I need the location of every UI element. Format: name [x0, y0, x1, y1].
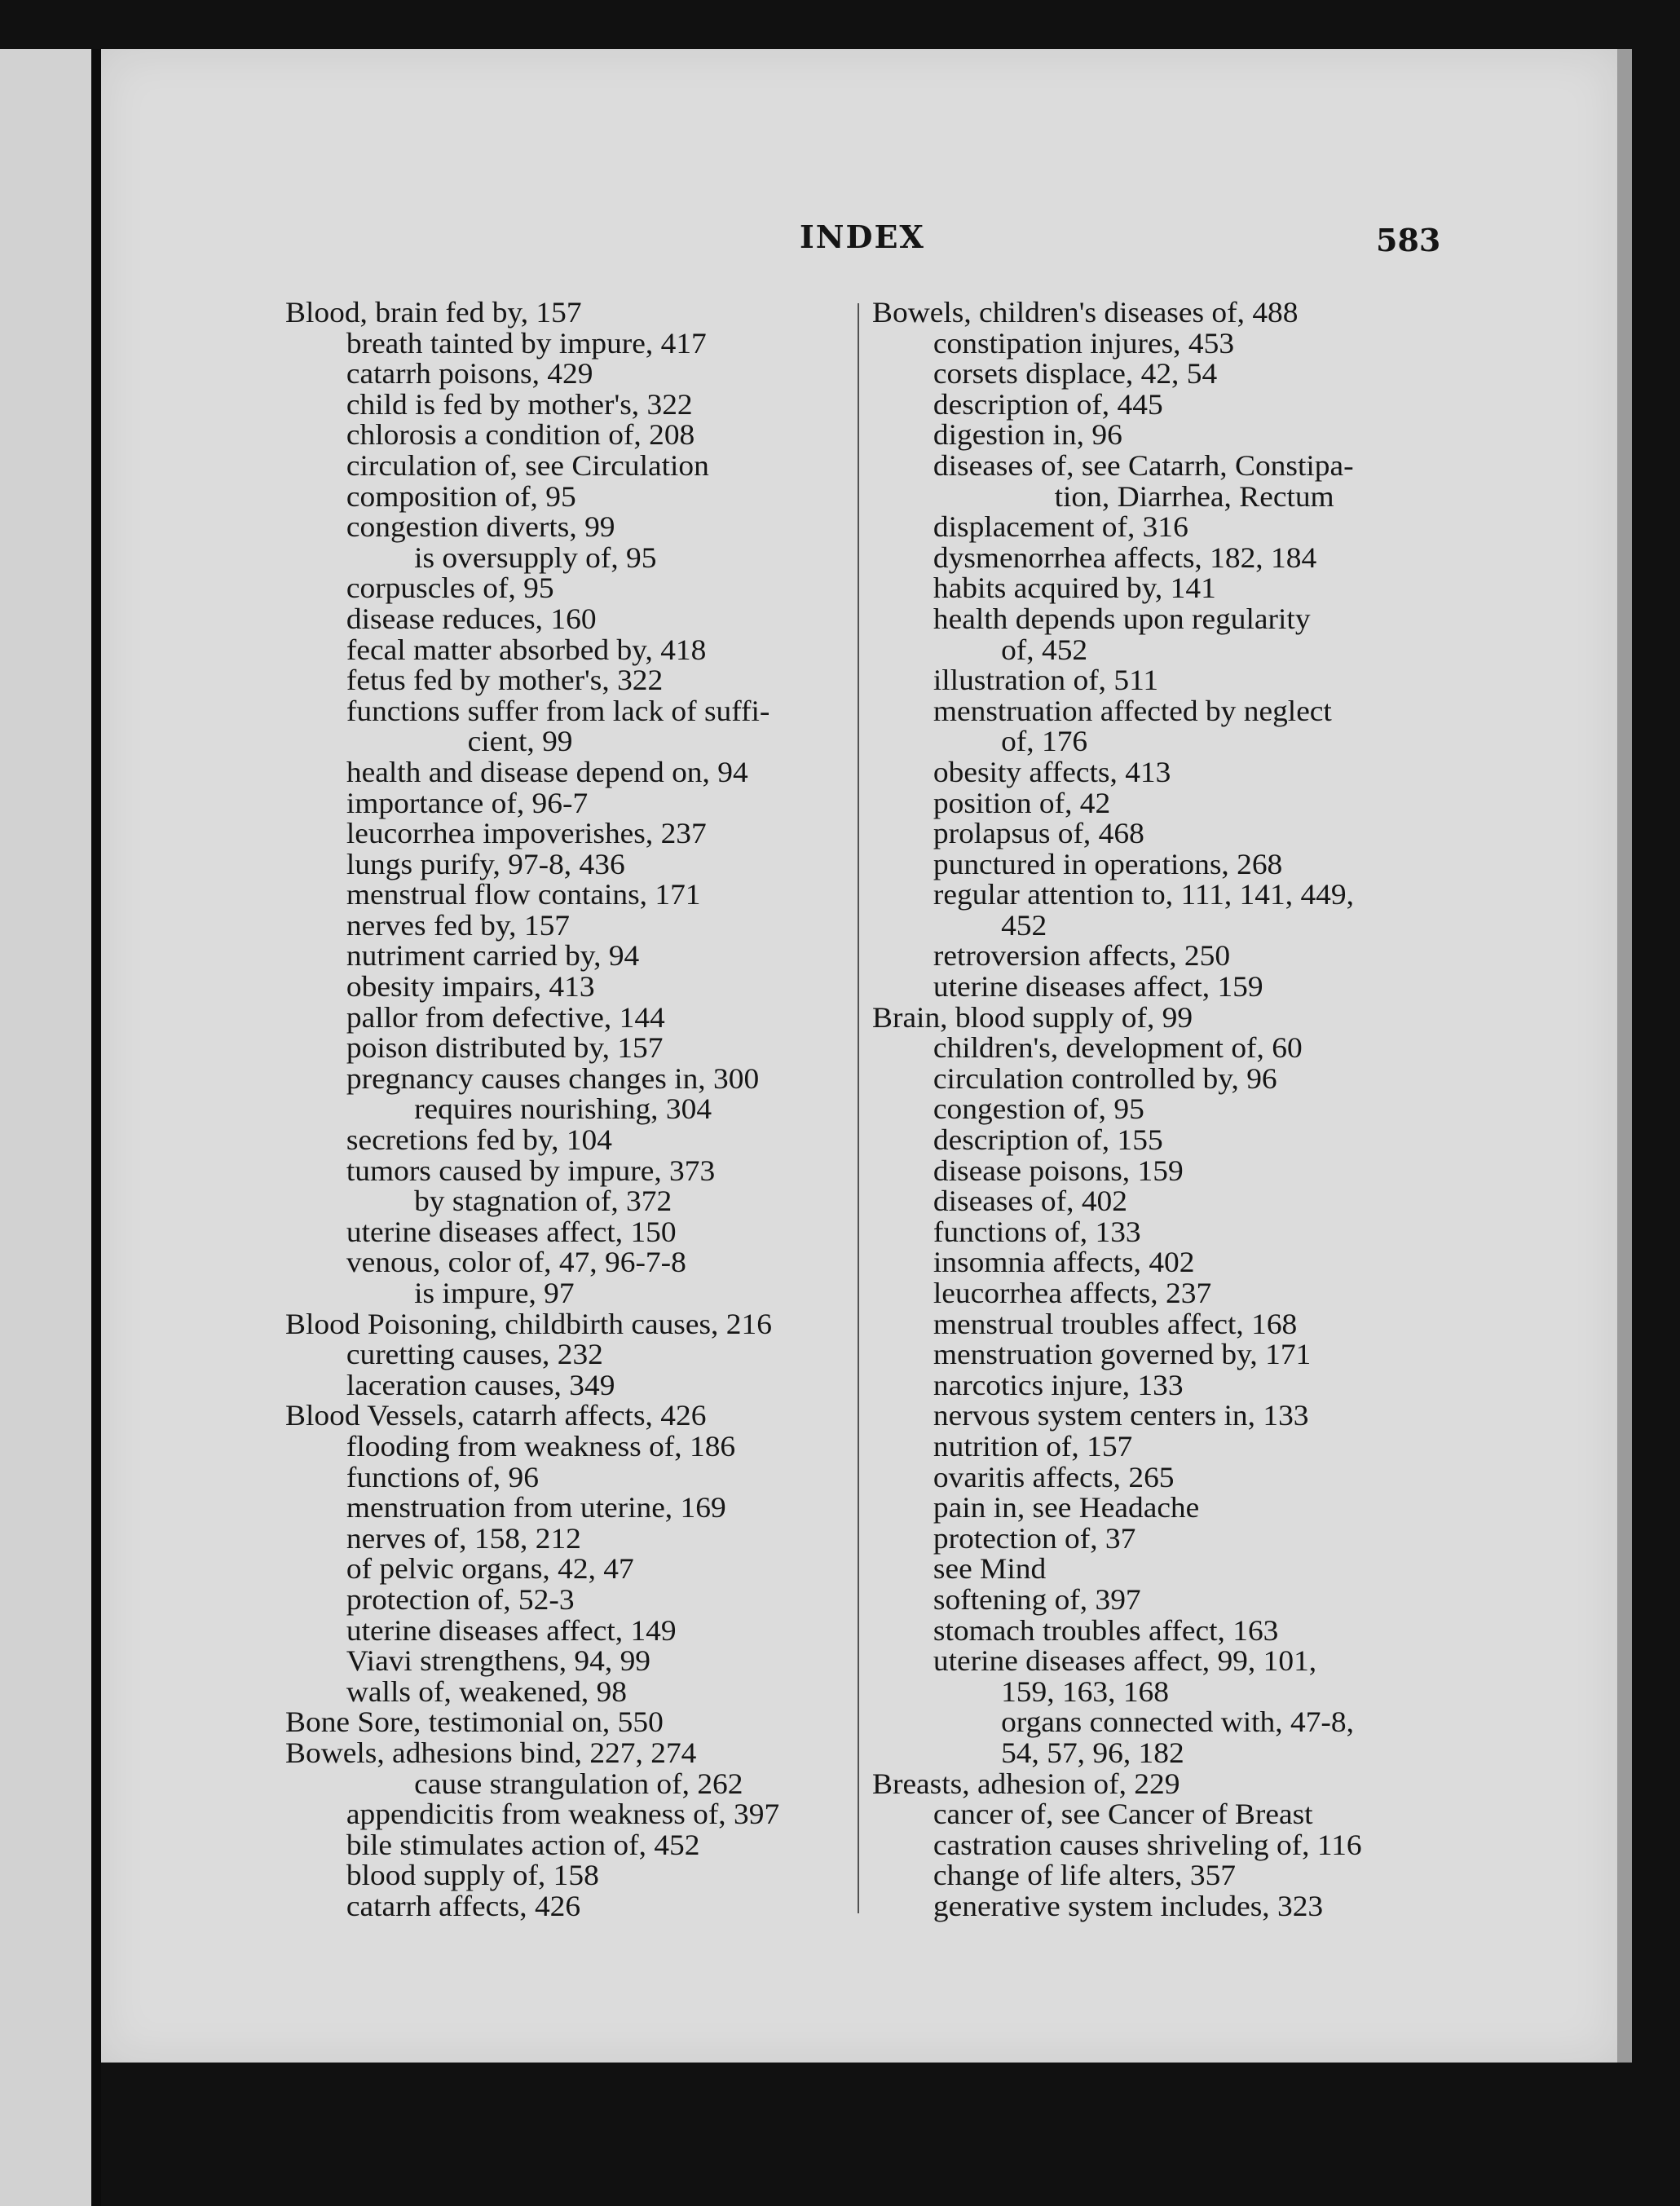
index-sub-entry: uterine diseases affect, 159 — [933, 970, 1263, 1004]
index-sub-entry: cause strangulation of, 262 — [414, 1767, 743, 1800]
index-sub-entry: is oversupply of, 95 — [414, 540, 657, 574]
index-sub-entry: functions of, 96 — [346, 1460, 539, 1493]
index-sub-entry: tumors caused by impure, 373 — [346, 1154, 716, 1187]
index-main-entry: Bowels, children's diseases of, 488 — [872, 296, 1299, 329]
index-sub-entry: functions suffer from lack of suffi- — [346, 694, 770, 727]
index-sub-entry: walls of, weakened, 98 — [346, 1674, 628, 1708]
index-sub-entry: lungs purify, 97-8, 436 — [346, 847, 625, 880]
index-sub-entry: importance of, 96-7 — [346, 786, 589, 819]
index-sub-entry: insomnia affects, 402 — [933, 1246, 1195, 1279]
index-sub-entry: change of life alters, 357 — [933, 1859, 1237, 1892]
index-sub-entry: position of, 42 — [933, 786, 1111, 819]
index-sub-entry: fetus fed by mother's, 322 — [346, 664, 664, 697]
index-sub-entry: curetting causes, 232 — [346, 1338, 603, 1371]
index-sub-entry: 452 — [1001, 908, 1047, 942]
index-sub-entry: narcotics injure, 133 — [933, 1368, 1184, 1401]
index-column-right — [872, 298, 1443, 1921]
index-sub-entry: leucorrhea impoverishes, 237 — [346, 817, 707, 850]
index-sub-entry: 159, 163, 168 — [1001, 1674, 1169, 1708]
index-sub-entry: congestion diverts, 99 — [346, 510, 615, 544]
index-sub-entry: nerves fed by, 157 — [346, 908, 571, 942]
index-main-entry: Bone Sore, testimonial on, 550 — [285, 1705, 664, 1739]
index-main-entry: Blood Poisoning, childbirth causes, 216 — [285, 1307, 772, 1340]
index-sub-entry: organs connected with, 47-8, — [1001, 1705, 1354, 1739]
index-sub-entry: nutrition of, 157 — [933, 1429, 1133, 1463]
index-sub-entry: stomach troubles affect, 163 — [933, 1613, 1279, 1647]
index-sub-entry: menstruation from uterine, 169 — [346, 1491, 726, 1524]
index-sub-entry: protection of, 37 — [933, 1521, 1136, 1555]
running-header-title: INDEX — [800, 218, 925, 255]
index-sub-entry: diseases of, 402 — [933, 1185, 1128, 1218]
index-sub-entry: ovaritis affects, 265 — [933, 1460, 1175, 1493]
index-sub-entry: of pelvic organs, 42, 47 — [346, 1552, 634, 1586]
index-sub-entry: venous, color of, 47, 96-7-8 — [346, 1246, 686, 1279]
index-sub-entry: see Mind — [933, 1552, 1047, 1586]
index-sub-entry: constipation injures, 453 — [933, 326, 1235, 360]
index-sub-entry: description of, 155 — [933, 1123, 1163, 1157]
index-sub-entry: obesity affects, 413 — [933, 755, 1171, 788]
facing-page-edge — [0, 49, 94, 2206]
index-sub-entry: congestion of, 95 — [933, 1092, 1144, 1126]
index-main-entry: Brain, blood supply of, 99 — [872, 1000, 1193, 1034]
index-sub-entry: of, 452 — [1001, 633, 1088, 666]
index-sub-entry: composition of, 95 — [346, 479, 576, 513]
index-sub-entry: flooding from weakness of, 186 — [346, 1429, 736, 1463]
index-sub-entry: uterine diseases affect, 150 — [346, 1215, 677, 1248]
index-sub-entry: displacement of, 316 — [933, 510, 1188, 544]
index-sub-entry: leucorrhea affects, 237 — [933, 1277, 1212, 1309]
index-sub-entry: softening of, 397 — [933, 1582, 1141, 1616]
index-sub-entry: castration causes shriveling of, 116 — [933, 1828, 1362, 1861]
index-sub-entry: disease reduces, 160 — [346, 602, 597, 635]
index-sub-entry: disease poisons, 159 — [933, 1154, 1184, 1187]
index-sub-entry: poison distributed by, 157 — [346, 1031, 664, 1065]
index-sub-entry: health and disease depend on, 94 — [346, 755, 748, 788]
index-sub-entry: protection of, 52-3 — [346, 1582, 575, 1616]
index-sub-entry: uterine diseases affect, 99, 101, — [933, 1644, 1317, 1678]
index-sub-entry: menstruation governed by, 171 — [933, 1338, 1312, 1371]
index-sub-entry: laceration causes, 349 — [346, 1368, 615, 1401]
index-sub-entry: fecal matter absorbed by, 418 — [346, 633, 707, 666]
index-sub-entry: requires nourishing, 304 — [414, 1092, 712, 1126]
index-sub-entry: nervous system centers in, 133 — [933, 1399, 1309, 1432]
index-main-entry: Bowels, adhesions bind, 227, 274 — [285, 1736, 697, 1769]
index-sub-entry: regular attention to, 111, 141, 449, — [933, 878, 1354, 911]
index-sub-entry: bile stimulates action of, 452 — [346, 1828, 700, 1861]
index-sub-entry: corpuscles of, 95 — [346, 571, 554, 605]
book-binding-line — [91, 49, 101, 2206]
index-sub-entry: of, 176 — [1001, 725, 1088, 758]
index-sub-entry: retroversion affects, 250 — [933, 939, 1231, 973]
index-main-entry: Blood, brain fed by, 157 — [285, 296, 582, 329]
index-main-entry: Breasts, adhesion of, 229 — [872, 1767, 1180, 1800]
index-sub-entry: generative system includes, 323 — [933, 1889, 1324, 1922]
index-sub-entry: secretions fed by, 104 — [346, 1123, 613, 1157]
index-sub-entry: illustration of, 511 — [933, 664, 1159, 697]
index-sub-entry: punctured in operations, 268 — [933, 847, 1283, 880]
index-sub-entry: child is fed by mother's, 322 — [346, 387, 693, 421]
index-sub-entry: nerves of, 158, 212 — [346, 1521, 581, 1555]
index-sub-entry: uterine diseases affect, 149 — [346, 1613, 677, 1647]
index-sub-entry: dysmenorrhea affects, 182, 184 — [933, 540, 1317, 574]
index-sub-entry: corsets displace, 42, 54 — [933, 357, 1218, 390]
index-sub-entry: catarrh affects, 426 — [346, 1889, 581, 1922]
index-sub-entry: digestion in, 96 — [933, 418, 1122, 452]
index-sub-entry: appendicitis from weakness of, 397 — [346, 1798, 780, 1831]
index-sub-entry: nutriment carried by, 94 — [346, 939, 640, 973]
index-sub-entry: description of, 445 — [933, 387, 1163, 421]
index-sub-entry: tion, Diarrhea, Rectum — [1054, 479, 1334, 513]
page-right-edge — [1617, 49, 1632, 2063]
index-sub-entry: prolapsus of, 468 — [933, 817, 1144, 850]
index-sub-entry: menstruation affected by neglect — [933, 694, 1332, 727]
index-sub-entry: diseases of, see Catarrh, Constipa- — [933, 448, 1354, 482]
index-sub-entry: blood supply of, 158 — [346, 1859, 599, 1892]
index-sub-entry: Viavi strengthens, 94, 99 — [346, 1644, 651, 1678]
index-sub-entry: 54, 57, 96, 182 — [1001, 1736, 1184, 1769]
index-sub-entry: circulation controlled by, 96 — [933, 1061, 1277, 1095]
index-sub-entry: chlorosis a condition of, 208 — [346, 418, 695, 452]
index-sub-entry: cancer of, see Cancer of Breast — [933, 1798, 1313, 1831]
page-number: 583 — [1376, 222, 1441, 258]
index-sub-entry: pallor from defective, 144 — [346, 1000, 665, 1034]
index-sub-entry: is impure, 97 — [414, 1277, 575, 1309]
index-column-left — [285, 298, 856, 1921]
index-sub-entry: menstrual flow contains, 171 — [346, 878, 701, 911]
index-sub-entry: children's, development of, 60 — [933, 1031, 1303, 1065]
column-divider — [858, 303, 859, 1913]
index-sub-entry: obesity impairs, 413 — [346, 970, 595, 1004]
index-sub-entry: menstrual troubles affect, 168 — [933, 1307, 1298, 1340]
index-sub-entry: circulation of, see Circulation — [346, 448, 709, 482]
index-sub-entry: health depends upon regularity — [933, 602, 1311, 635]
index-sub-entry: functions of, 133 — [933, 1215, 1141, 1248]
index-sub-entry: pain in, see Headache — [933, 1491, 1200, 1524]
index-sub-entry: by stagnation of, 372 — [414, 1185, 672, 1218]
index-sub-entry: breath tainted by impure, 417 — [346, 326, 707, 360]
index-sub-entry: cient, 99 — [467, 725, 573, 758]
index-main-entry: Blood Vessels, catarrh affects, 426 — [285, 1399, 707, 1432]
index-sub-entry: catarrh poisons, 429 — [346, 357, 593, 390]
index-sub-entry: habits acquired by, 141 — [933, 571, 1216, 605]
index-sub-entry: pregnancy causes changes in, 300 — [346, 1061, 760, 1095]
